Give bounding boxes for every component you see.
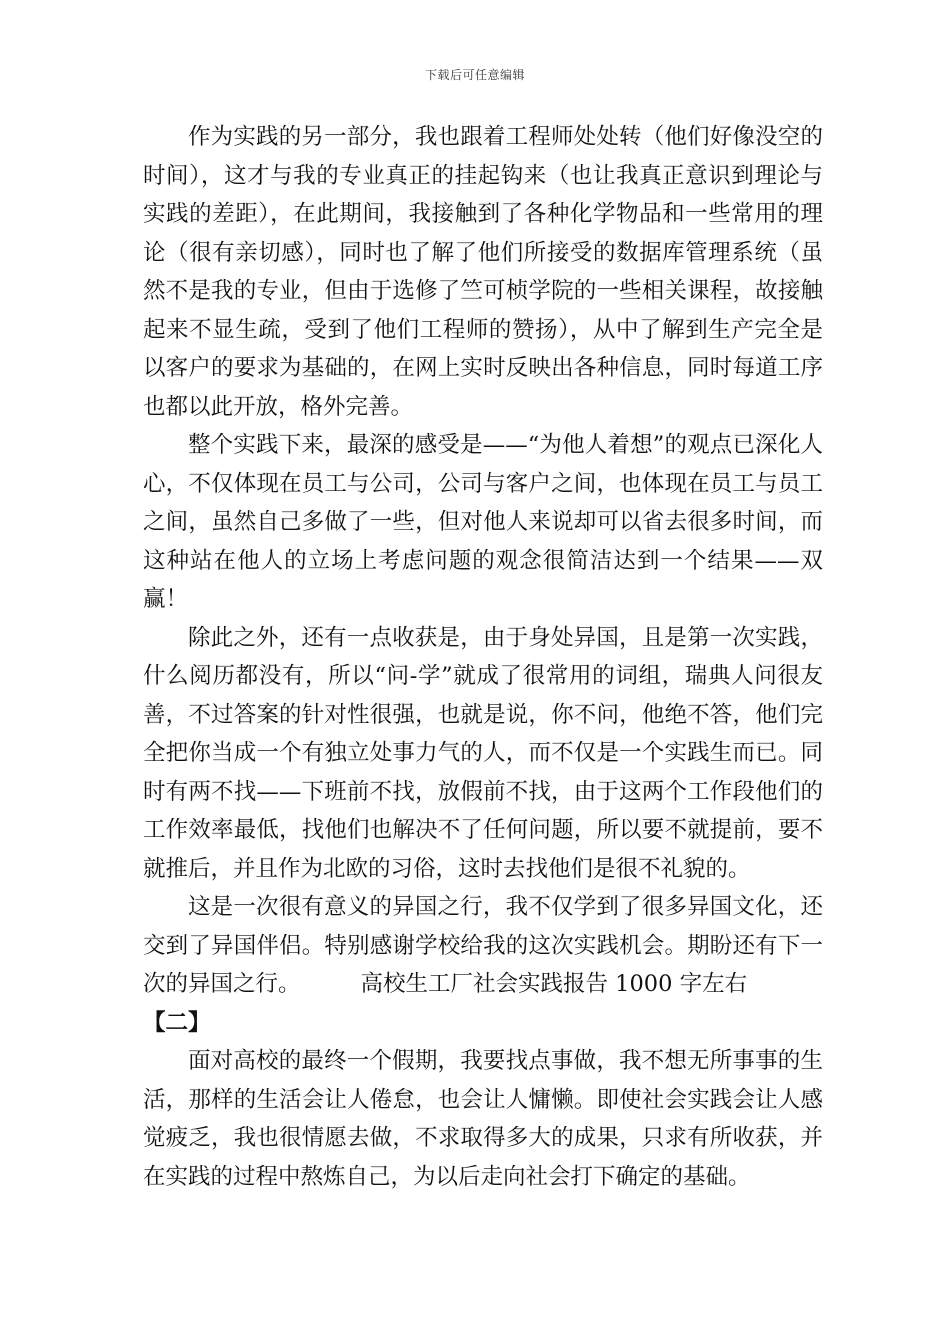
closing-text: 这是一次很有意义的异国之行，我不仅学到了很多异国文化，还交到了异国伴侣。特别感谢学校给我的这次实践机会。期盼还有下一次的异国之行。: [143, 894, 823, 997]
section-number: 【二】: [143, 1009, 211, 1036]
paragraph-practice-engineers: 作为实践的另一部分，我也跟着工程师处处转（他们好像没空的时间），这才与我的专业真正的挂起钩来（也让我真正意识到理论与实践的差距），在此期间，我接触到了各种化学物品和一些常用的理论（很有亲切感），同时也了解了他们所接受的数据库管理系统（虽然不是我的专业，但由于选修了竺可桢学院的一些相关课程，故接触起来不显生疏，受到了他们工程师的赞扬），从中了解到生产完全是以客户的要求为基础的，在网上实时反映出各种信息，同时每道工序也都以此开放，格外完善。: [143, 124, 823, 420]
section-title: 高校生工厂社会实践报告 1000 字左右: [360, 971, 748, 997]
paragraph-win-win: 整个实践下来，最深的感受是——“为他人着想”的观点已深化人心，不仅体现在员工与公司，公司与客户之间，也体现在员工与员工之间，虽然自己多做了一些，但对他人来说却可以省去很多时间，而这种站在他人的立场上考虑问题的观念很简洁达到一个结果——双赢！: [143, 432, 823, 612]
page-header-note: 下载后可任意编辑: [424, 68, 525, 82]
paragraph-ask-learn: 除此之外，还有一点收获是，由于身处异国，且是第一次实践，什么阅历都没有，所以“问-学”就成了很常用的词组，瑞典人问很友善，不过答案的针对性很强，也就是说，你不问，他绝不答，他们完全把你当成一个有独立处事力气的人，而不仅是一个实践生而已。同时有两不找——下班前不找，放假前不找，由于这两个工作段他们的工作效率最低，找他们也解决不了任何问题，所以要不就提前，要不就推后，并且作为北欧的习俗，这时去找他们是很不礼貌的。: [143, 624, 823, 882]
paragraph-closing: [143, 888, 823, 1004]
document-body: [143, 118, 823, 1196]
paragraph-last-vacation: 面对高校的最终一个假期，我要找点事做，我不想无所事事的生活，那样的生活会让人倦怠，也会让人慵懒。即使社会实践会让人感觉疲乏，我也很情愿去做，不求取得多大的成果，只求有所收获，并在实践的过程中熬炼自己，为以后走向社会打下确定的基础。: [143, 1048, 823, 1190]
